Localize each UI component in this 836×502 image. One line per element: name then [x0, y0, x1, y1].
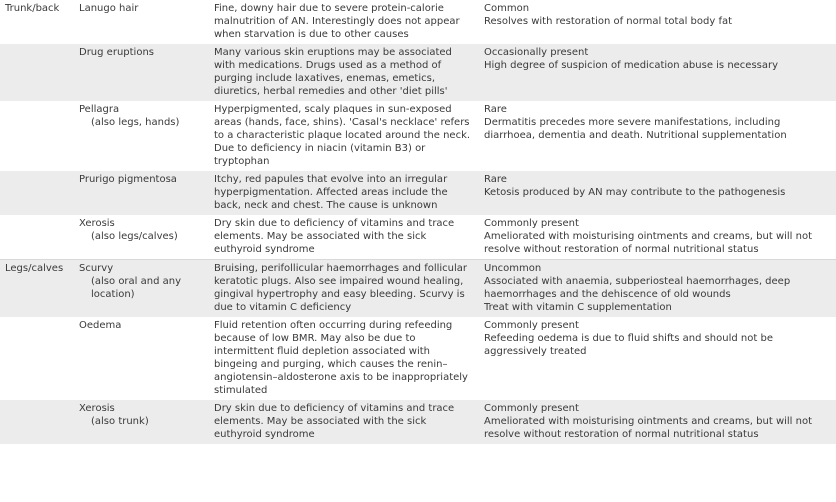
notes-cell — [479, 44, 836, 101]
notes-cell — [479, 317, 836, 400]
frequency-text: Commonly present — [484, 320, 579, 331]
note-text: Associated with anaemia, subperiosteal haemorrhages, deep haemorrhages and the dehiscence of old wounds — [484, 276, 791, 300]
notes-cell — [479, 400, 836, 444]
table-row — [0, 215, 836, 260]
note-text: Resolves with restoration of normal total body fat — [484, 16, 733, 27]
condition-name: Scurvy — [79, 263, 114, 274]
table-row — [0, 44, 836, 101]
region-cell: Trunk/back — [5, 3, 60, 14]
frequency-text: Rare — [484, 104, 507, 115]
condition-cell — [74, 171, 209, 215]
table-row — [0, 260, 836, 318]
condition-name: Drug eruptions — [79, 47, 154, 58]
region-cell — [0, 215, 74, 260]
note-text: Ameliorated with moisturising ointments and creams, but will not resolve without restoration of normal nutritional status — [484, 231, 813, 255]
condition-cell — [74, 317, 209, 400]
condition-cell — [74, 260, 209, 318]
frequency-text: Commonly present — [484, 218, 579, 229]
condition-location-note: (also legs, hands) — [91, 117, 180, 128]
description-cell: Fluid retention often occurring during refeeding because of low BMR. May also be due to intermittent fluid depletion associated with bingeing and purging, which causes the renin–angiotensin–aldosterone axis to be inappropriately stimulated — [214, 320, 468, 396]
description-cell: Bruising, perifollicular haemorrhages and follicular keratotic plugs. Also see impaired wound healing, gingival hypertrophy and easy bleeding. Scurvy is due to vitamin C deficiency — [209, 260, 479, 318]
condition-location-note: location) — [91, 289, 135, 300]
condition-cell — [74, 400, 209, 444]
table-row — [0, 171, 836, 215]
condition-location-note: (also trunk) — [91, 416, 149, 427]
condition-name: Prurigo pigmentosa — [79, 174, 177, 185]
frequency-text: Common — [484, 3, 530, 14]
note-text: Refeeding oedema is due to fluid shifts and should not be aggressively treated — [484, 333, 773, 357]
frequency-text: Rare — [484, 174, 507, 185]
condition-cell — [74, 215, 209, 260]
region-cell — [0, 171, 74, 215]
notes-cell — [479, 171, 836, 215]
condition-name: Oedema — [79, 320, 122, 331]
description-cell: Hyperpigmented, scaly plaques in sun-exposed areas (hands, face, shins). 'Casal's necklace' refers to a characteristic plaque located around the neck. Due to deficiency in niacin (vitamin B3) or tryptophan — [214, 104, 471, 167]
region-cell — [0, 317, 74, 400]
condition-cell — [74, 44, 209, 101]
table-row — [0, 400, 836, 444]
table-row — [0, 317, 836, 400]
description-cell: Many various skin eruptions may be associated with medications. Drugs used as a method of purging include laxatives, enemas, emetics, diuretics, herbal remedies and other 'diet pills' — [209, 44, 479, 101]
frequency-text: Commonly present — [484, 403, 579, 414]
condition-name: Lanugo hair — [79, 3, 139, 14]
condition-location-note: (also oral and any — [91, 276, 182, 287]
condition-cell — [74, 101, 209, 171]
note-text: Dermatitis precedes more severe manifestations, including diarrhoea, dementia and death. Nutritional supplementation — [484, 117, 787, 141]
condition-name: Xerosis — [79, 218, 115, 229]
note-text: High degree of suspicion of medication abuse is necessary — [484, 60, 779, 71]
note-text: Ameliorated with moisturising ointments and creams, but will not resolve without restoration of normal nutritional status — [484, 416, 813, 440]
frequency-text: Occasionally present — [484, 47, 589, 58]
region-cell — [0, 44, 74, 101]
description-cell: Dry skin due to deficiency of vitamins and trace elements. May be associated with the sick euthyroid syndrome — [209, 400, 479, 444]
note-text: Treat with vitamin C supplementation — [484, 302, 672, 313]
notes-cell — [479, 260, 836, 318]
description-cell: Itchy, red papules that evolve into an irregular hyperpigmentation. Affected areas include the back, neck and chest. The cause is unknown — [209, 171, 479, 215]
notes-cell — [479, 101, 836, 171]
frequency-text: Uncommon — [484, 263, 542, 274]
condition-name: Xerosis — [79, 403, 115, 414]
description-cell: Dry skin due to deficiency of vitamins and trace elements. May be associated with the sick euthyroid syndrome — [214, 218, 455, 255]
table-row — [0, 101, 836, 171]
region-cell — [0, 101, 74, 171]
note-text: Ketosis produced by AN may contribute to the pathogenesis — [484, 187, 786, 198]
notes-cell — [479, 215, 836, 260]
condition-cell — [74, 0, 209, 44]
table-row — [0, 0, 836, 44]
notes-cell — [479, 0, 836, 44]
region-cell: Legs/calves — [0, 260, 74, 318]
description-cell: Fine, downy hair due to severe protein-calorie malnutrition of AN. Interestingly does not appear when starvation is due to other causes — [214, 3, 460, 40]
region-cell — [0, 400, 74, 444]
condition-location-note: (also legs/calves) — [91, 231, 178, 242]
condition-name: Pellagra — [79, 104, 120, 115]
